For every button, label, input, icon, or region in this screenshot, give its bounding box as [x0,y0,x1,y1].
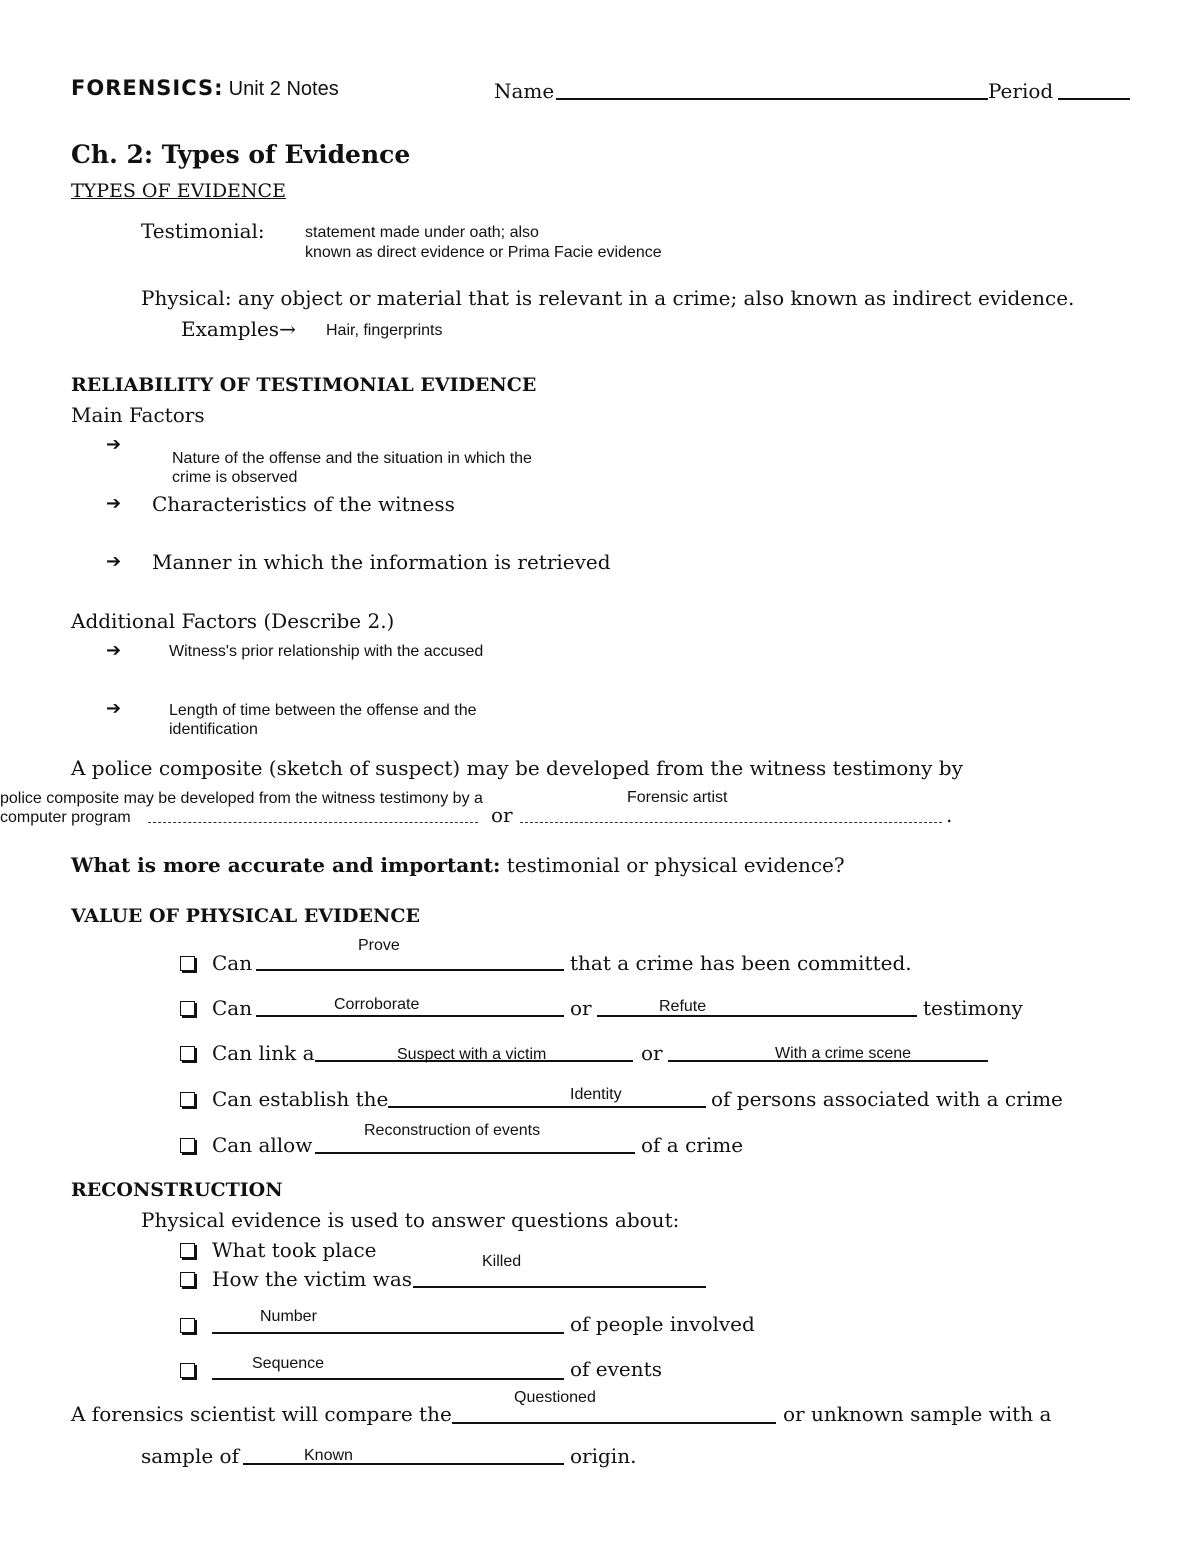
value-item2-blank-1[interactable] [256,1015,564,1017]
title-text: Ch. 2: Types of Evidence [71,140,411,169]
compare-answer-2: Known [304,1447,353,1464]
reconstruction-item3-blank[interactable] [212,1332,564,1334]
compare-answer-1: Questioned [514,1389,596,1406]
compare-line2-pre: sample of [141,1444,239,1468]
composite-period: . [946,803,953,827]
checkbox-icon[interactable] [180,1046,195,1061]
header-brand [71,76,339,101]
factor-1-line-1: Nature of the offense and the situation in which the [172,450,532,467]
composite-blank-1[interactable] [148,822,478,823]
question-bold: What is more accurate and important: [71,853,501,877]
value-item2-answer-2: Refute [659,998,707,1015]
types-heading: TYPES OF EVIDENCE [71,180,286,202]
reconstruction-item2-answer: Killed [482,1253,522,1270]
value-item1-pre: Can [212,951,253,975]
name-field[interactable] [556,98,988,100]
composite-answer-line-1: police composite may be developed from the witness testimony by a [0,790,483,807]
value-item5-answer: Reconstruction of events [364,1122,541,1139]
arrow-icon: ➔ [106,493,122,514]
reconstruction-item4-blank[interactable] [212,1378,564,1380]
value-item5-post: of a crime [641,1133,744,1157]
arrow-icon: ➔ [106,698,122,719]
factor-1-line-2: crime is observed [172,469,298,486]
checkbox-icon[interactable] [180,1138,195,1153]
additional-factor-2-line-1: Length of time between the offense and the [169,702,477,719]
unit-label: Unit 2 Notes [228,78,339,100]
value-item5-pre: Can allow [212,1133,313,1157]
composite-answer-right: Forensic artist [627,789,728,806]
arrow-icon: ➔ [106,551,122,572]
value-item3-pre: Can link a [212,1041,315,1065]
reconstruction-item3-post: of people involved [570,1312,755,1336]
checkbox-icon[interactable] [180,1272,195,1287]
reconstruction-item1: What took place [212,1238,377,1262]
compare-line2-post: origin. [570,1444,637,1468]
checkbox-icon[interactable] [180,1092,195,1107]
reconstruction-intro: Physical evidence is used to answer questions about: [141,1208,680,1232]
value-item2-answer-1: Corroborate [334,996,420,1013]
factor-2: Characteristics of the witness [152,492,455,516]
composite-blank-2[interactable] [520,822,942,823]
value-item1-answer: Prove [358,937,400,954]
reconstruction-item3-answer: Number [260,1308,317,1325]
page-title [71,140,410,169]
value-item2-mid: or [570,996,592,1020]
value-item3-blank-2[interactable] [668,1060,988,1062]
reliability-heading: RELIABILITY OF TESTIMONIAL EVIDENCE [71,374,537,396]
value-item4-pre: Can establish the [212,1087,389,1111]
value-item3-answer-2: With a crime scene [775,1045,912,1062]
checkbox-icon[interactable] [180,956,195,971]
compare-blank-1[interactable] [452,1422,776,1424]
reconstruction-item2-blank[interactable] [413,1286,706,1288]
reconstruction-item4-post: of events [570,1357,662,1381]
compare-blank-2[interactable] [243,1463,564,1465]
checkbox-icon[interactable] [180,1363,195,1378]
reconstruction-item2-pre: How the victim was [212,1267,413,1291]
reconstruction-item4-answer: Sequence [252,1355,325,1372]
value-item1-blank[interactable] [256,969,564,971]
testimonial-label: Testimonial: [141,219,265,243]
factor-3: Manner in which the information is retrieved [152,550,611,574]
checkbox-icon[interactable] [180,1243,195,1258]
value-item3-blank-1[interactable] [315,1060,633,1062]
arrow-icon: ➔ [106,434,122,455]
arrow-icon: ➔ [106,640,122,661]
reconstruction-heading: RECONSTRUCTION [71,1179,283,1201]
main-factors-label: Main Factors [71,403,205,427]
value-item4-post: of persons associated with a crime [711,1087,1063,1111]
name-label: Name [494,79,555,103]
checkbox-icon[interactable] [180,1001,195,1016]
value-item1-post: that a crime has been committed. [570,951,912,975]
period-label: Period [988,79,1054,103]
value-item4-blank[interactable] [388,1106,706,1108]
value-item3-answer-1: Suspect with a victim [397,1046,547,1063]
question-rest: testimonial or physical evidence? [500,853,845,877]
composite-or: or [491,803,513,827]
value-item5-blank[interactable] [315,1152,635,1154]
accuracy-question [71,853,845,877]
composite-answer-line-2: computer program [0,809,131,826]
value-item2-post: testimony [923,996,1023,1020]
testimonial-answer-1: statement made under oath; also [305,224,539,241]
additional-factor-1: Witness's prior relationship with the accused [169,643,484,660]
value-item4-answer: Identity [570,1086,622,1103]
value-heading: VALUE OF PHYSICAL EVIDENCE [71,905,420,927]
additional-factor-2-line-2: identification [169,721,258,738]
examples-label: Examples→ [181,317,296,341]
composite-sentence: A police composite (sketch of suspect) may be developed from the witness testimony by [71,756,963,780]
additional-factors-label: Additional Factors (Describe 2.) [71,609,395,633]
examples-answer: Hair, fingerprints [326,322,443,339]
compare-pre: A forensics scientist will compare the [71,1402,452,1426]
compare-post: or unknown sample with a [783,1402,1052,1426]
value-item2-pre: Can [212,996,253,1020]
period-field[interactable] [1058,98,1130,100]
physical-definition: Physical: any object or material that is relevant in a crime; also known as indirect evidence. [141,286,1075,310]
value-item2-blank-2[interactable] [597,1015,917,1017]
checkbox-icon[interactable] [180,1318,195,1333]
brand-label: FORENSICS: [71,76,224,100]
value-item3-mid: or [641,1041,663,1065]
testimonial-answer-2: known as direct evidence or Prima Facie evidence [305,244,662,261]
